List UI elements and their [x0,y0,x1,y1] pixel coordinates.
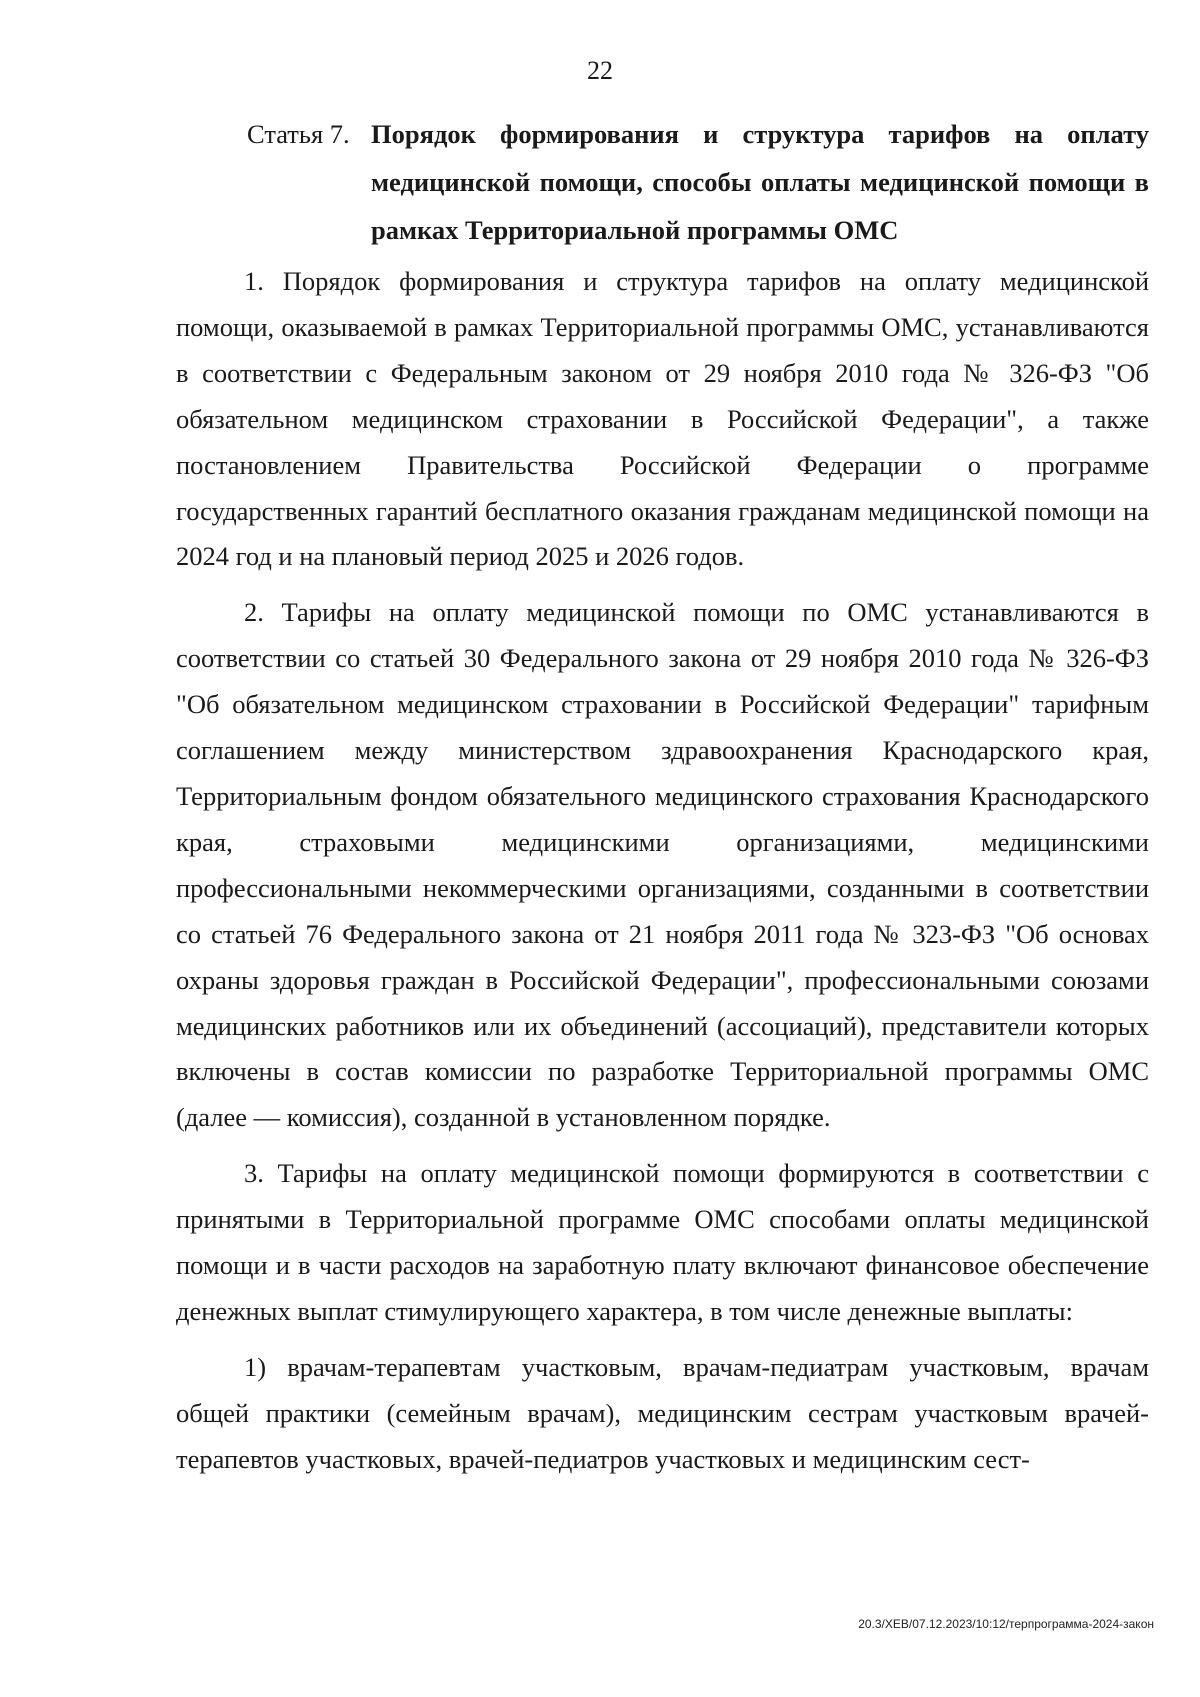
article-label: Статья 7. [247,119,350,149]
paragraph-2: 2. Тарифы на оплату медицинской помощи по ОМС устанавливаются в соответствии со статьей 30 Федерального закона от 29 ноября 2010 года № 326-ФЗ "Об обязательном медицинском страховании в Российской Федерации" тарифным соглашением между министерством здравоохранения Краснодарского края, Территориальным фондом обязательного медицинского страхования Краснодарского края, страховыми медицинскими организациями, медицинскими профессиональными некоммерческими организациями, созданными в соответствии со статьей 76 Федерального закона от 21 ноября 2011 года № 323-ФЗ "Об основах охраны здоровья граждан в Российской Федерации", профессиональными союзами медицинских работников или их объединений (ассоциаций), представители которых включены в состав комиссии по разработке Территориальной программы ОМС (далее — комиссия), созданной в установленном порядке. [176,597,1149,1133]
footer-document-code: 20.3/ХЕВ/07.12.2023/10:12/терпрограмма-2024-закон [858,1617,1154,1631]
article-title: Порядок формирования и структура тарифов на оплату медицинской помощи, способы оплаты медицинской помощи в рамках Территориальной программы ОМС [371,119,1149,245]
paragraph-1: 1. Порядок формирования и структура тарифов на оплату медицинской помощи, оказываемой в рамках Территориальной программы ОМС, устанавливаются в соответствии с Федеральным законом от 29 ноября 2010 года № 326-ФЗ "Об обязательном медицинском страховании в Российской Федерации", а также постановлением Правительства Российской Федерации о программе государственных гарантий бесплатного оказания гражданам медицинской помощи на 2024 год и на плановый период 2025 и 2026 годов. [176,266,1149,572]
paragraph-3: 3. Тарифы на оплату медицинской помощи формируются в соответствии с принятыми в Территориальной программе ОМС способами оплаты медицинской помощи и в части расходов на заработную плату включают финансовое обеспечение денежных выплат стимулирующего характера, в том числе денежные выплаты: [176,1158,1149,1326]
article-heading [247,110,1149,254]
paragraph-4: 1) врачам-терапевтам участковым, врачам-педиатрам участковым, врачам общей практики (семейным врачам), медицинским сестрам участковым врачей-терапевтов участковых, врачей-педиатров участковых и медицинским сест- [176,1351,1149,1474]
article-body [176,259,1149,1493]
page-number: 22 [587,56,613,85]
